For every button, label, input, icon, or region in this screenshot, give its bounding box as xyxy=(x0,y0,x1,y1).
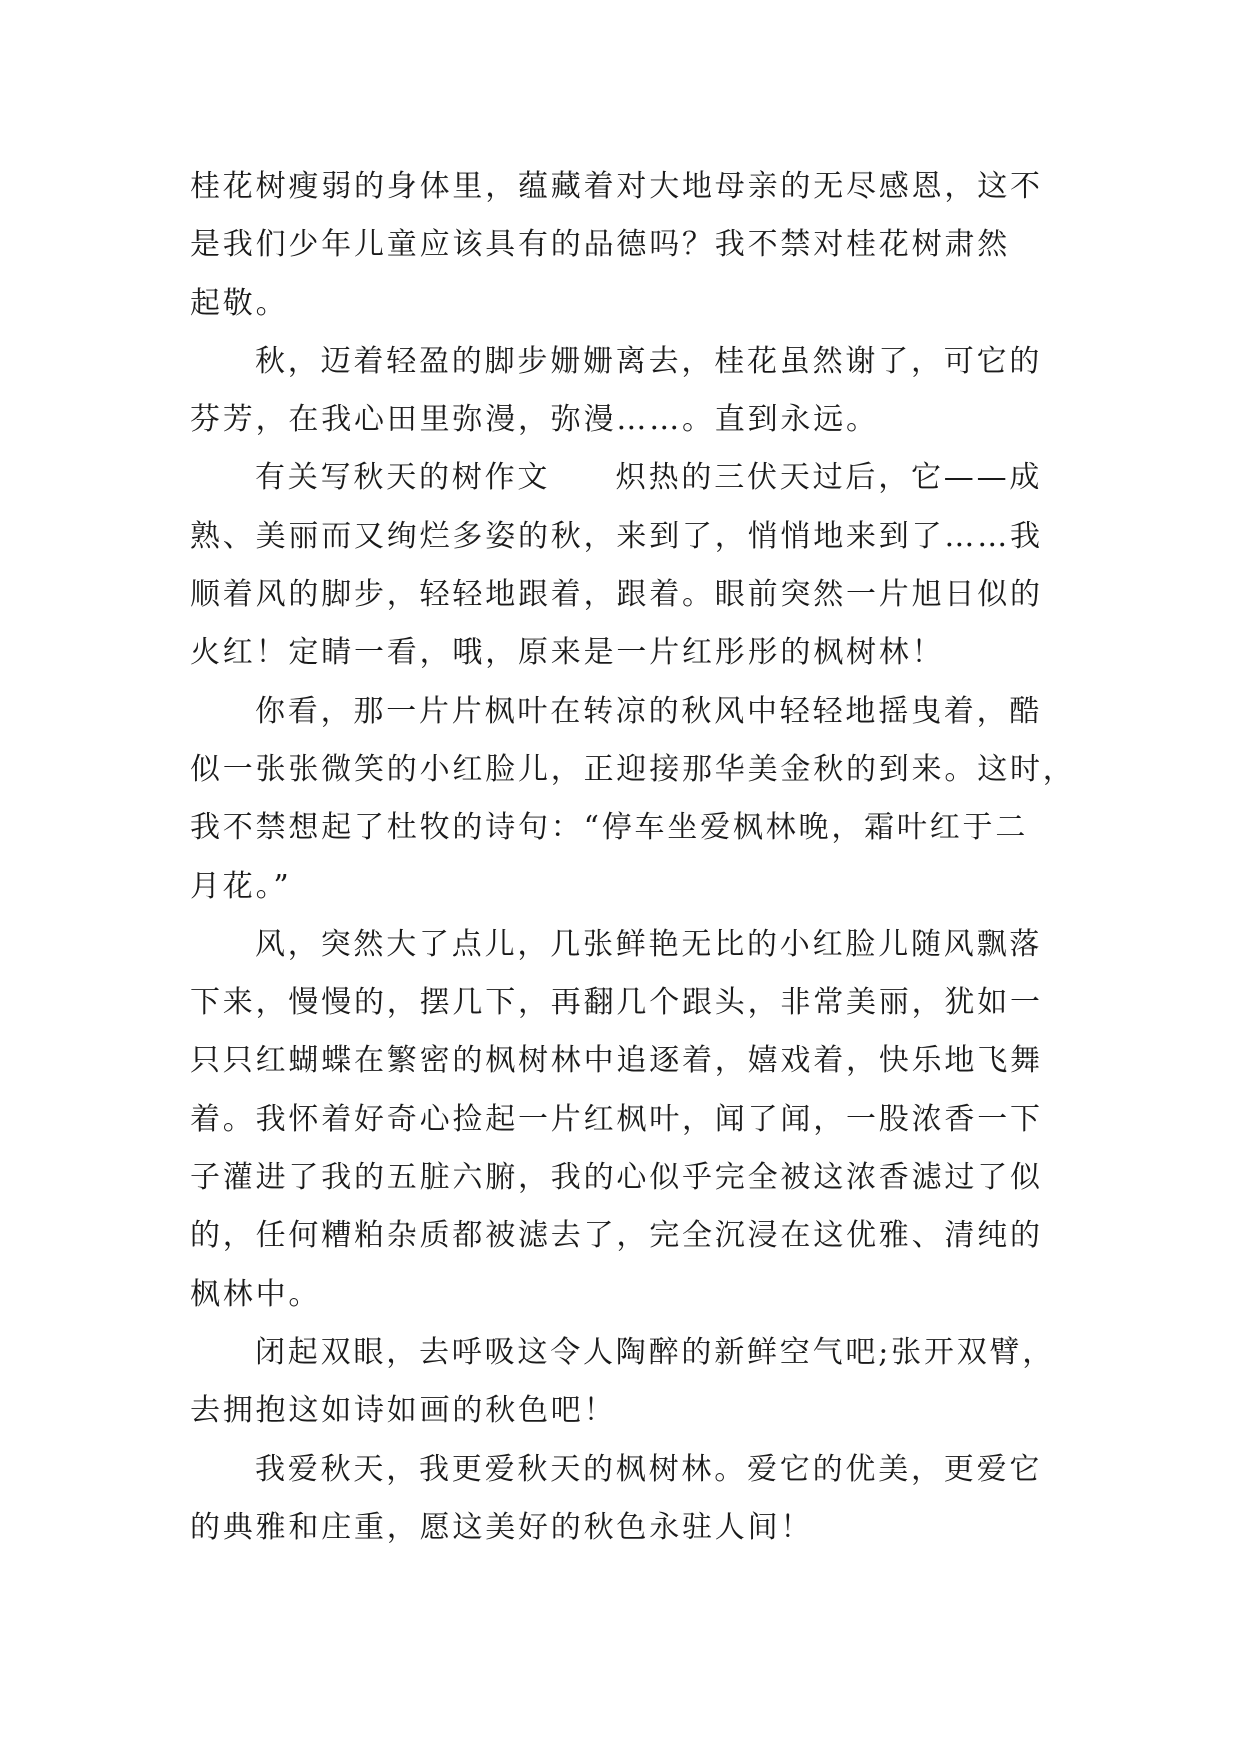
paragraph-2 xyxy=(190,333,1056,450)
text-line: 闭起双眼，去呼吸这令人陶醉的新鲜空气吧;张开双臂， xyxy=(255,1334,1056,1370)
text-line: 子灌进了我的五脏六腑，我的心似乎完全被这浓香滤过了似 xyxy=(190,1160,1043,1196)
paragraph-1 xyxy=(190,158,1056,333)
text-line: 芬芳，在我心田里弥漫，弥漫……。直到永远。 xyxy=(190,402,879,438)
text-line: 似一张张微笑的小红脸儿，正迎接那华美金秋的到来。这时， xyxy=(190,751,1076,787)
text-line: 有关写秋天的树作文 炽热的三伏天过后，它——成 xyxy=(255,460,1043,496)
text-line: 月花。” xyxy=(190,868,292,904)
text-line: 秋，迈着轻盈的脚步姗姗离去，桂花虽然谢了，可它的 xyxy=(255,343,1043,379)
paragraph-4 xyxy=(190,683,1076,916)
text-line: 你看，那一片片枫叶在转凉的秋风中轻轻地摇曳着，酷 xyxy=(255,693,1043,729)
paragraph-6 xyxy=(190,1324,1056,1441)
text-line: 熟、美丽而又绚烂多姿的秋，来到了，悄悄地来到了……我 xyxy=(190,518,1043,554)
text-line: 的典雅和庄重，愿这美好的秋色永驻人间！ xyxy=(190,1509,814,1545)
text-line: 着。我怀着好奇心捡起一片红枫叶，闻了闻，一股浓香一下 xyxy=(190,1101,1043,1137)
text-line: 下来，慢慢的，摆几下，再翻几个跟头，非常美丽，犹如一 xyxy=(190,985,1043,1021)
essay-body xyxy=(190,158,1076,1557)
paragraph-7 xyxy=(190,1441,1056,1558)
text-line: 风，突然大了点儿，几张鲜艳无比的小红脸儿随风飘落 xyxy=(255,926,1043,962)
text-line: 我爱秋天，我更爱秋天的枫树林。爱它的优美，更爱它 xyxy=(255,1451,1043,1487)
text-line: 枫林中。 xyxy=(190,1276,322,1312)
text-line: 我不禁想起了杜牧的诗句：“停车坐爱枫林晚，霜叶红于二 xyxy=(190,810,1029,846)
text-line: 是我们少年儿童应该具有的品德吗？我不禁对桂花树肃然 xyxy=(190,227,1010,263)
text-line: 只只红蝴蝶在繁密的枫树林中追逐着，嬉戏着，快乐地飞舞 xyxy=(190,1043,1043,1079)
text-line: 的，任何糟粕杂质都被滤去了，完全沉浸在这优雅、清纯的 xyxy=(190,1218,1043,1254)
text-line: 去拥抱这如诗如画的秋色吧！ xyxy=(190,1393,617,1429)
paragraph-5 xyxy=(190,916,1056,1324)
text-line: 顺着风的脚步，轻轻地跟着，跟着。眼前突然一片旭日似的 xyxy=(190,577,1043,613)
text-line: 火红！定睛一看，哦，原来是一片红彤彤的枫树林！ xyxy=(190,635,945,671)
paragraph-3 xyxy=(190,449,1056,682)
text-line: 桂花树瘦弱的身体里，蕴藏着对大地母亲的无尽感恩，这不 xyxy=(190,169,1043,204)
text-line: 起敬。 xyxy=(190,285,289,321)
